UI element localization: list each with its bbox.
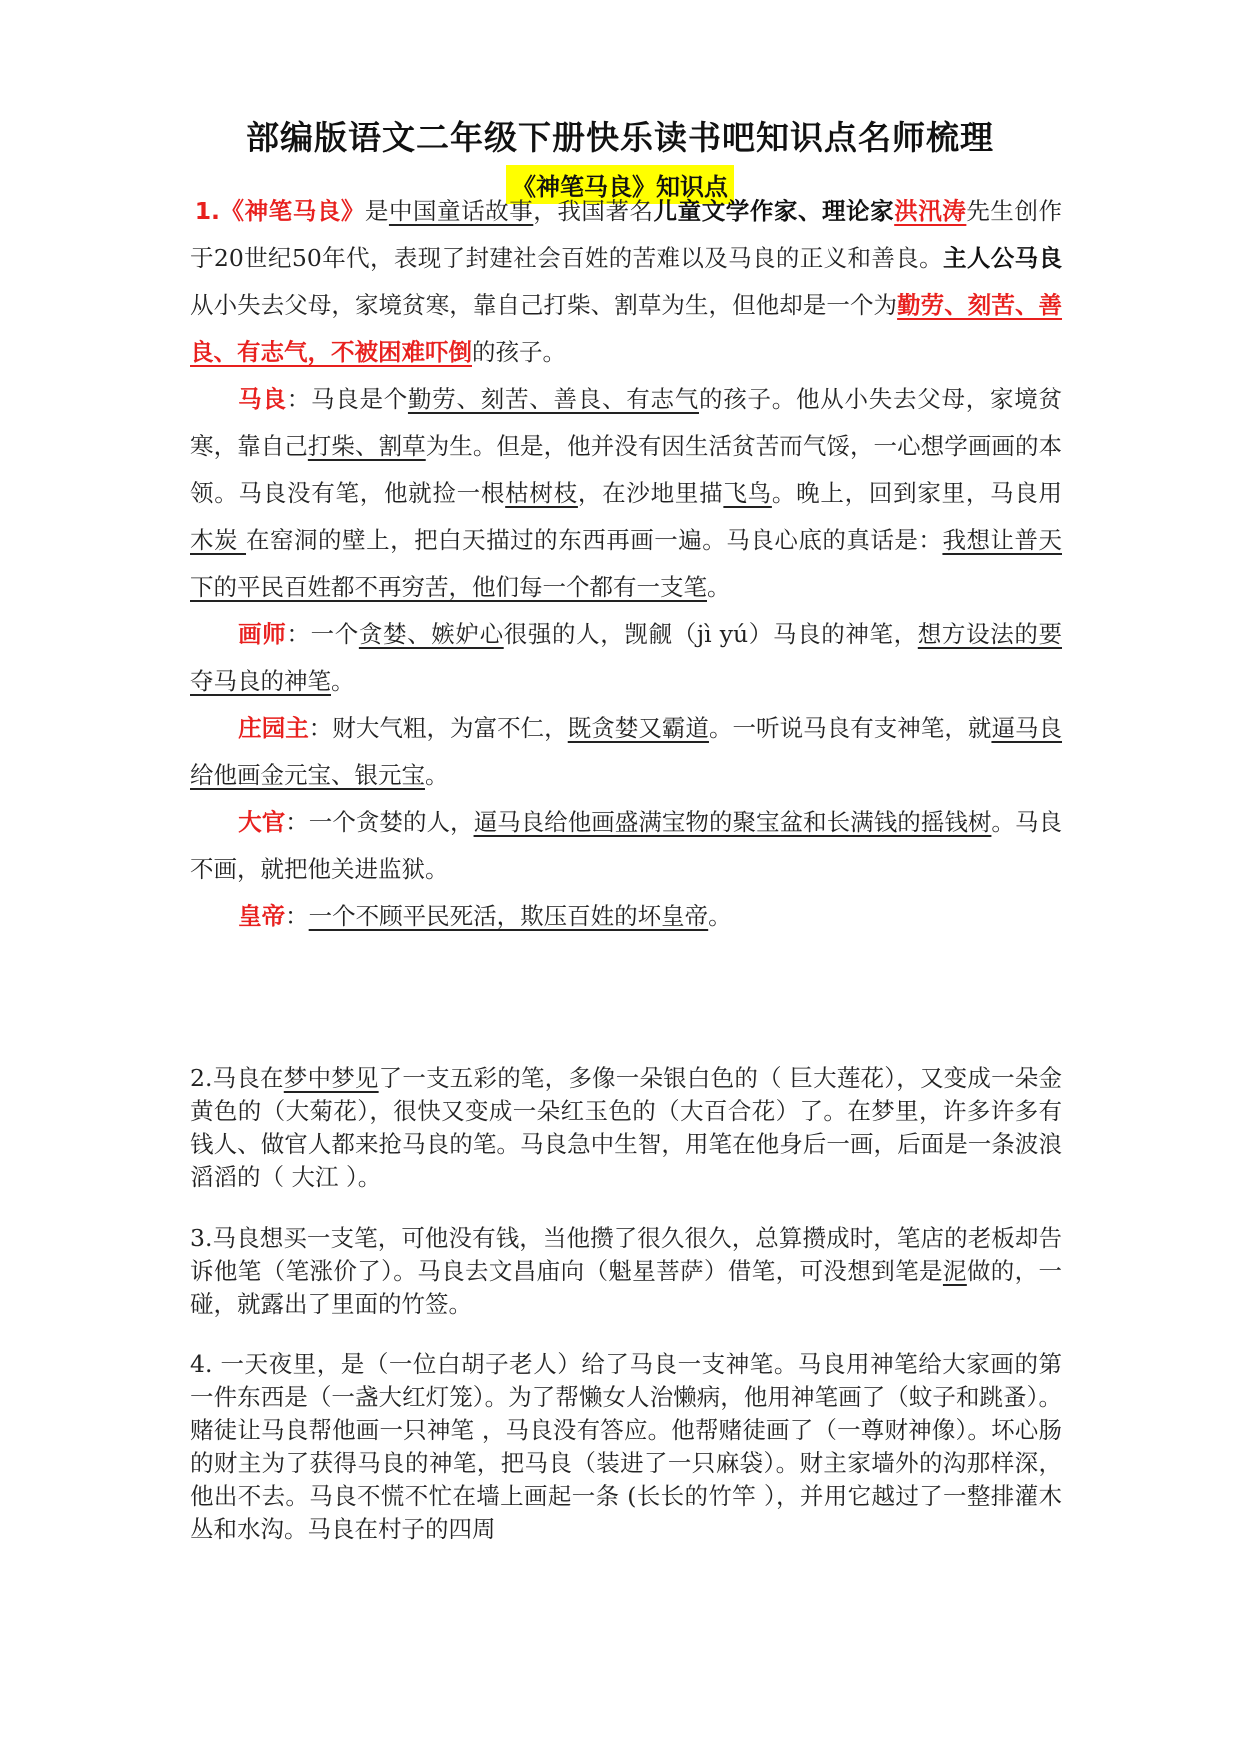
text: 2.马良在 — [190, 1064, 284, 1092]
section-subtitle: 《神笔马良》知识点 — [506, 165, 734, 204]
underlined-text: 既贪婪又霸道 — [567, 714, 709, 742]
text: 是 — [364, 197, 389, 225]
text: 4. 一天夜里，是（一位白胡子老人）给了马良一支神笔。马良用神笔给大家画的第一件东西是（一盏大红灯笼）。为了帮懒女人治懒病，他用神笔画了（蚊子和跳蚤）。赌徒让马良帮他画一只神笔 ，马良没有答应。他帮赌徒画了（一尊财神像）。坏心肠的财主为了获得马良的神笔，把马良（装进了一只麻袋）。财主家墙外的沟那样深，他出不去。马良不慌不忙在墙上画起一条 (长长的竹竿 ），并用它越过了一整排灌木丛和水沟。马良在村子的四周 — [190, 1350, 1062, 1543]
underlined-text: 木炭 — [190, 526, 247, 554]
underlined-text: 飞鸟 — [723, 479, 772, 507]
character-landlord — [190, 705, 1062, 799]
character-maliang — [190, 376, 1062, 611]
text: 在窑洞的壁上，把白天描过的东西再画一遍。马良心底的真话是： — [246, 526, 943, 554]
paragraph-1 — [190, 188, 1062, 376]
author-role: 儿童文学作家、理论家 — [653, 197, 895, 225]
text: ：马良是个 — [286, 385, 408, 413]
underlined-text: 打柴、割草 — [307, 432, 426, 460]
underlined-text: 梦中梦见 — [283, 1064, 379, 1092]
text: 。晚上，回到家里，马良用 — [771, 479, 1063, 507]
paragraph-text — [190, 1348, 1062, 1546]
paragraph-text — [190, 1062, 1062, 1194]
text: 。 — [425, 761, 449, 789]
text: 了一支五彩的笔，多像一朵银白色的（ 巨大莲花），又变成一朵金黄色的（大菊花），很快又变成一朵红玉色的（大百合花）了。在梦里，许多许多有钱人、做官人都来抢马良的笔。马良急中生智，用笔在他身后一画，后面是一条波浪滔滔的（ 大江 ）。 — [190, 1064, 1063, 1191]
paragraph-2 — [190, 1062, 1062, 1194]
text: 的孩子。他从小失去父母，家境贫寒，靠自己 — [190, 385, 1063, 460]
text: 。一听说马良有支神笔，就 — [708, 714, 992, 742]
text: 的孩子。 — [472, 338, 566, 366]
character-painter — [190, 611, 1062, 705]
underlined-text: 枯树枝 — [505, 479, 578, 507]
text: ：一个贪婪的人， — [285, 808, 474, 836]
main-notes — [190, 188, 1062, 940]
text: 。 — [707, 573, 731, 601]
paragraph-4 — [190, 1348, 1062, 1546]
text: 先生创作于20世纪50年代，表现了封建社会百姓的苦难以及马良的正义和善良。 — [190, 197, 1063, 272]
text: ：一个 — [286, 620, 359, 648]
underlined-text: 勤劳、刻苦、善良、有志气 — [407, 385, 699, 413]
text: ，在沙地里描 — [577, 479, 724, 507]
underlined-text: 逼马良给他画金元宝、银元宝 — [190, 714, 1063, 789]
protagonist-traits: 勤劳、刻苦、善良、有志气，不被困难吓倒 — [190, 291, 1063, 366]
page-title: 部编版语文二年级下册快乐读书吧知识点名师梳理 — [246, 118, 994, 157]
underlined-text: 我想让普天下的平民百姓都不再穷苦，他们每一个都有一支笔 — [190, 526, 1062, 601]
text: 从小失去父母，家境贫寒，靠自己打柴、割草为生，但他却是一个为 — [190, 291, 898, 319]
text: 。 — [331, 667, 355, 695]
character-label: 皇帝 — [238, 902, 286, 930]
genre: 中国童话故事 — [388, 197, 534, 225]
underlined-text: 贪婪、嫉妒心 — [358, 620, 504, 648]
text: 为生。但是，他并没有因生活贫苦而气馁，一心想学画画的本领。马良没有笔，他就捡一根 — [190, 432, 1063, 507]
underlined-text: 逼马良给他画盛满宝物的聚宝盆和长满钱的摇钱树 — [473, 808, 992, 836]
underlined-text: 想方设法的要夺马良的神笔 — [190, 620, 1062, 695]
book-title: 《神笔马良》 — [219, 197, 365, 225]
text: 很强的人，觊觎（jì yú）马良的神笔， — [503, 620, 918, 648]
text: ： — [285, 902, 309, 930]
item-number: 1. — [194, 197, 220, 225]
text: 。 — [708, 902, 732, 930]
text: 做的，一碰，就露出了里面的竹签。 — [190, 1257, 1063, 1318]
character-label: 大官 — [238, 808, 286, 836]
text: ：财大气粗，为富不仁， — [308, 714, 568, 742]
character-label: 画师 — [238, 620, 287, 648]
protagonist: 主人公马良 — [943, 244, 1063, 272]
character-emperor — [190, 893, 1062, 940]
text: 3.马良想买一支笔，可他没有钱，当他攒了很久很久，总算攒成时，笔店的老板却告诉他笔（笔涨价了）。马良去文昌庙向（魁星菩萨）借笔，可没想到笔是 — [190, 1224, 1062, 1285]
character-label: 庄园主 — [238, 714, 309, 742]
character-label: 马良 — [238, 385, 287, 413]
underlined-text: 泥 — [942, 1257, 967, 1285]
character-official — [190, 799, 1062, 893]
paragraph-3 — [190, 1222, 1062, 1321]
author-name: 洪汛涛 — [894, 197, 967, 225]
text: ，我国著名 — [533, 197, 654, 225]
text: 。马良不画，就把他关进监狱。 — [190, 808, 1062, 883]
underlined-text: 一个不顾平民死活，欺压百姓的坏皇帝 — [308, 902, 709, 930]
paragraph-text — [190, 1222, 1062, 1321]
